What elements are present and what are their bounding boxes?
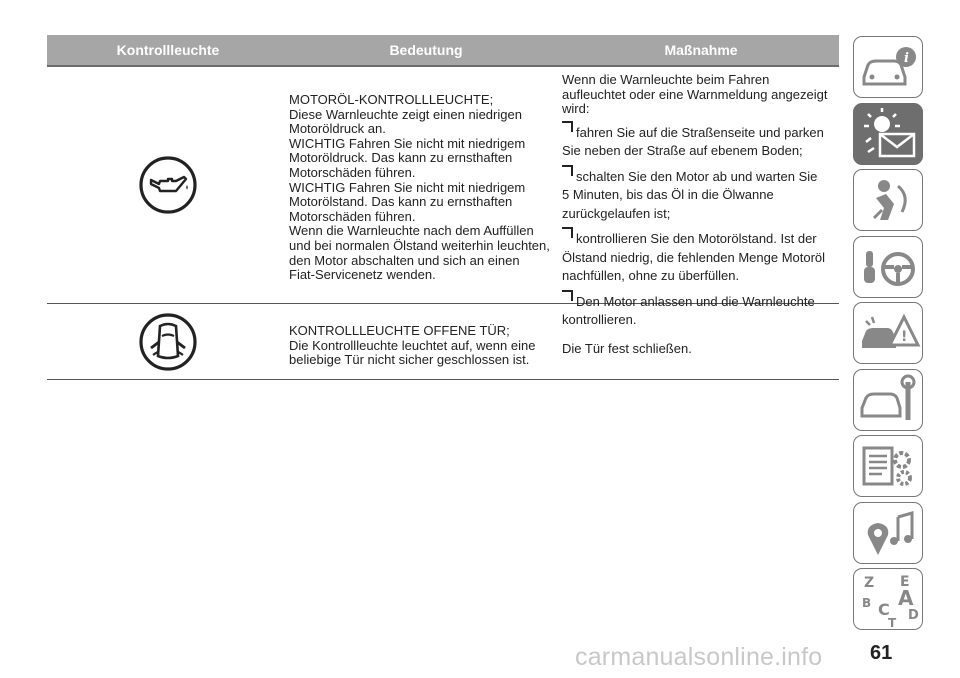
meaning-line: Diese Warnleuchte zeigt einen niedrigen <box>289 106 522 122</box>
warning-light-table <box>47 35 839 380</box>
action-bullet: kontrollieren Sie den Motorölstand. Ist der Ölstand niedrig, die fehlenden Menge Motoröl nachfüllen, ohne zu überfüllen. <box>562 227 839 286</box>
oil-action <box>562 67 839 328</box>
action-bullet: schalten Sie den Motor ab und warten Sie 5 Minuten, bis das Öl in die Ölwanne zurückgelaufen ist; <box>562 165 839 224</box>
action-line: aufleuchtet oder eine Warnmeldung angezeigt <box>562 86 828 102</box>
tab-multimedia[interactable] <box>853 502 923 564</box>
svg-text:Z: Z <box>864 575 875 591</box>
door-action: Die Tür fest schließen. <box>562 341 692 356</box>
door-open-icon <box>138 312 198 372</box>
navigation-music-icon <box>854 503 924 565</box>
meaning-line: WICHTIG Fahren Sie nicht mit niedrigem <box>289 179 526 195</box>
svg-text:C: C <box>878 600 890 619</box>
meaning-line: Wenn die Warnleuchte nach dem Auffüllen <box>289 223 534 239</box>
tab-car-info[interactable] <box>853 36 923 98</box>
page-number: 61 <box>870 642 893 664</box>
action-bullet: Den Motor anlassen und die Warnleuchte kontrollieren. <box>562 290 839 330</box>
tab-technical-data[interactable] <box>853 435 923 497</box>
svg-text:i: i <box>904 51 909 66</box>
watermark: carmanualsonline.info <box>575 643 823 671</box>
meaning-line: Motorölstand. Das kann zu ernsthaften <box>289 194 513 210</box>
warning-light-message-icon <box>854 104 924 166</box>
bullet-marker-icon <box>562 290 573 301</box>
meaning-line: und bei normalen Ölstand weiterhin leuchten, <box>289 237 550 253</box>
svg-text:A: A <box>898 586 914 610</box>
header-bedeutung: Bedeutung <box>389 42 463 58</box>
header-massnahme: Maßnahme <box>664 42 738 58</box>
car-info-icon <box>854 37 924 99</box>
action-bullet: fahren Sie auf die Straßenseite und parken Sie neben der Straße auf ebenem Boden; <box>562 121 839 161</box>
tab-warning-lights[interactable] <box>853 103 923 165</box>
oil-can-icon <box>138 155 198 215</box>
action-line: wird: <box>562 101 590 117</box>
action-line: Wenn die Warnleuchte beim Fahren <box>562 72 770 87</box>
data-gear-icon <box>854 436 924 498</box>
table-header <box>47 35 839 67</box>
meaning-line: Die Kontrollleuchte leuchtet auf, wenn eine <box>289 337 536 353</box>
meaning-line: beliebige Tür nicht sicher geschlossen ist. <box>289 352 530 368</box>
table-row-oil <box>47 67 839 328</box>
door-meaning <box>289 304 562 379</box>
bullet-marker-icon <box>562 227 573 238</box>
oil-warning-cell <box>47 67 289 303</box>
svg-text:D: D <box>908 608 919 623</box>
tab-safety[interactable] <box>853 169 923 231</box>
car-wrench-icon <box>854 370 924 432</box>
tab-index[interactable] <box>853 568 923 630</box>
tab-emergency[interactable] <box>853 302 923 364</box>
meaning-line: Motorschäden führen. <box>289 164 416 180</box>
meaning-line: Motoröldruck. Das kann zu ernsthaften <box>289 150 513 166</box>
index-letters-icon <box>854 569 924 631</box>
bullet-marker-icon <box>562 165 573 176</box>
key-steering-wheel-icon <box>854 237 924 299</box>
svg-text:T: T <box>888 616 897 630</box>
meaning-line: MOTORÖL-KONTROLLLEUCHTE; <box>289 92 494 107</box>
meaning-line: den Motor abschalten und sich an einen <box>289 252 520 268</box>
svg-text:!: ! <box>901 329 908 345</box>
oil-meaning <box>289 67 562 303</box>
meaning-line: Motoröldruck an. <box>289 121 386 137</box>
seat-airbag-icon <box>854 170 924 232</box>
header-kontrollleuchte: Kontrollleuchte <box>116 42 220 58</box>
bullet-marker-icon <box>562 121 573 132</box>
car-crash-warning-icon <box>854 303 924 365</box>
meaning-line: WICHTIG Fahren Sie nicht mit niedrigem <box>289 135 526 151</box>
door-warning-cell <box>47 304 289 379</box>
meaning-line: Motorschäden führen. <box>289 208 416 224</box>
svg-text:B: B <box>862 596 872 610</box>
tab-maintenance[interactable] <box>853 369 923 431</box>
meaning-line: Fiat-Servicenetz wenden. <box>289 267 436 283</box>
chapter-tabs <box>853 36 925 635</box>
meaning-line: KONTROLLLEUCHTE OFFENE TÜR; <box>289 323 510 338</box>
svg-text:E: E <box>900 574 910 590</box>
tab-starting-driving[interactable] <box>853 236 923 298</box>
table-row-door <box>47 304 839 380</box>
